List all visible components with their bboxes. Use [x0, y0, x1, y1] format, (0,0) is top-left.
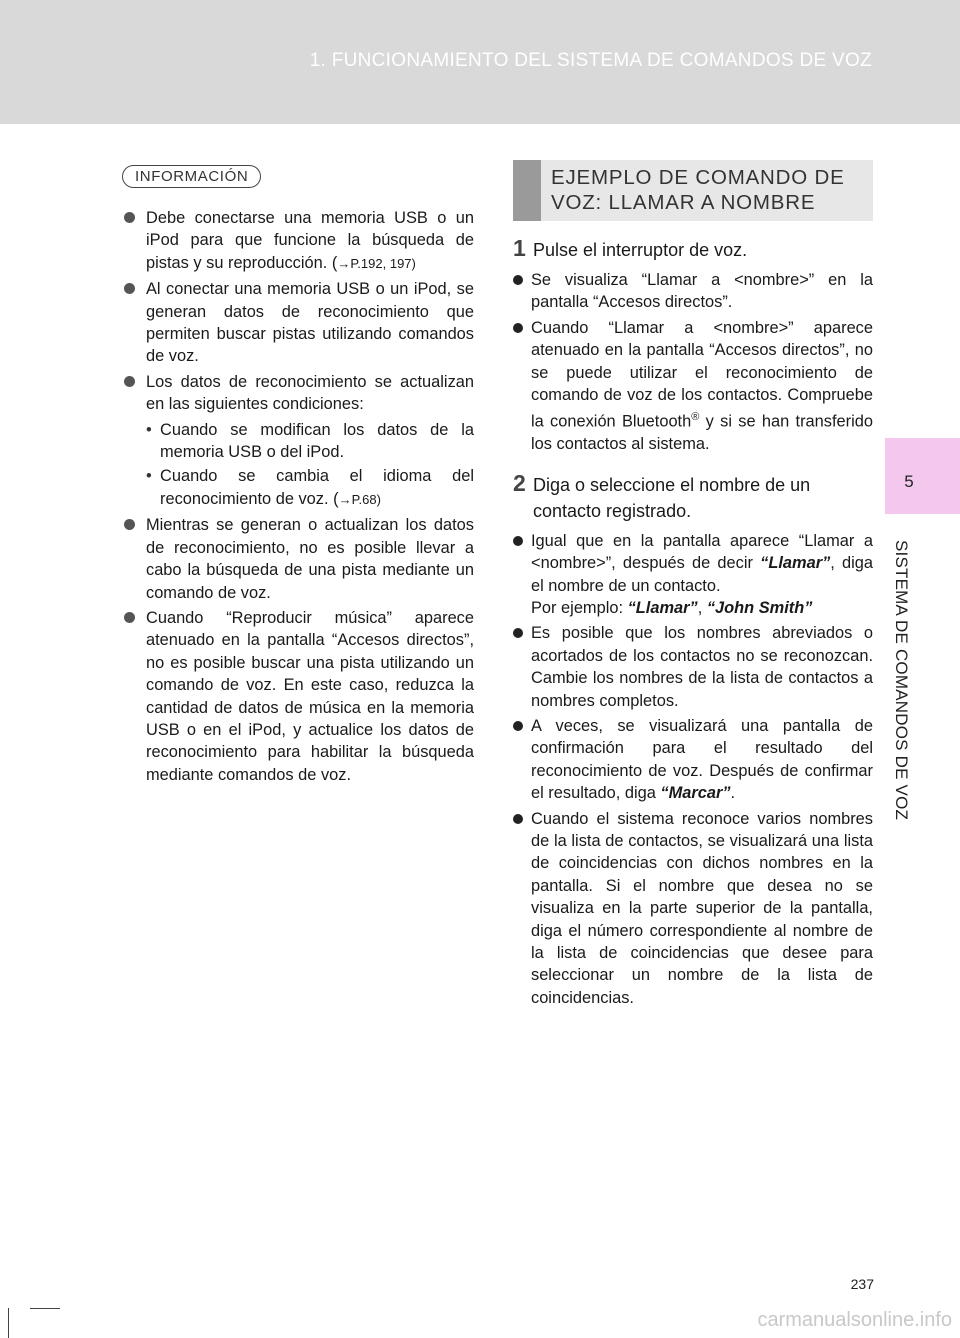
section-title [541, 160, 845, 221]
page-number: 237 [850, 1276, 874, 1292]
info-label: INFORMACIÓN [122, 165, 261, 188]
bullet-icon [513, 628, 523, 638]
page-reference: →P.192, 197) [337, 255, 416, 271]
step-2 [513, 469, 873, 524]
info-text-4: Mientras se generan o actualizan los datos de reconocimiento, no es posible llevar a cabo la búsqueda de una pista mediante un comando de voz. [146, 516, 474, 602]
page-reference: →P.68) [338, 491, 381, 507]
watermark: carmanualsonline.info [757, 1309, 952, 1331]
note-text: Es posible que los nombres abreviados o acortados de los contactos no se reconozcan. Cambie los nombres de la lista de contactos a nombres completos. [531, 624, 873, 710]
bullet-icon [124, 212, 135, 223]
sub-list-item [146, 419, 474, 464]
info-text-2: Al conectar una memoria USB o un iPod, se generan datos de reconocimiento que permiten buscar pistas utilizando comandos de voz. [146, 280, 474, 366]
info-section [122, 165, 474, 786]
header-band [0, 0, 960, 124]
section-title-line-2: VOZ: LLAMAR A NOMBRE [551, 191, 816, 214]
list-item [122, 278, 474, 368]
registered-mark: ® [691, 411, 700, 424]
voice-command: “Llamar” [760, 554, 831, 573]
step-number: 2 [513, 469, 526, 496]
step-1 [513, 237, 873, 263]
note-text: , diga el nombre de un contacto. [531, 554, 873, 595]
note-text: Por ejemplo: [531, 598, 628, 617]
info-text-1: Debe conectarse una memoria USB o un iPod para que funcione la búsqueda de pistas y su reproducción. ( [146, 209, 474, 272]
note-text: . [730, 784, 736, 803]
list-item [513, 317, 873, 456]
voice-command: “John Smith” [706, 598, 813, 617]
chapter-number: 5 [904, 472, 914, 491]
list-item [122, 207, 474, 275]
voice-command: “Marcar” [660, 784, 731, 803]
info-text-5: Cuando “Reproducir música” aparece atenuado en la pantalla “Accesos directos”, no es posible buscar una pista utilizando un comando de voz. En este caso, reduzca la cantidad de datos de música en la memoria USB o en el iPod, y actualice los datos de reconocimiento para habilitar la búsqueda mediante comandos de voz. [146, 608, 474, 784]
step-1-notes [513, 269, 873, 456]
chapter-side-label [873, 540, 929, 900]
bullet-icon [513, 275, 523, 285]
bullet-icon [513, 536, 523, 546]
separator: , [697, 598, 707, 617]
list-item [122, 514, 474, 604]
list-item [513, 269, 873, 314]
heading-bar [513, 160, 541, 221]
note-text: Igual que en la pantalla aparece “Llamar a <nombre>”, después de decir [531, 531, 873, 573]
bullet-icon [513, 323, 523, 333]
voice-command: “Llamar” [627, 598, 698, 617]
section-heading [513, 160, 873, 221]
crop-mark [30, 1308, 60, 1309]
note-text: A veces, se visualizará una pantalla de confirmación para el resultado del reconocimiento de voz. Después de confirmar el resultado, diga [531, 716, 873, 803]
bullet-icon [513, 721, 523, 731]
list-item [513, 530, 873, 620]
bullet-icon [124, 283, 135, 294]
bullet-icon [124, 612, 135, 623]
info-list [122, 207, 474, 786]
sub-item-text: Cuando se modifican los datos de la memoria USB o del iPod. [160, 420, 474, 462]
note-text: y si se han transferido los contactos al sistema. [531, 412, 873, 454]
bullet-icon [124, 519, 135, 530]
bullet-icon [513, 814, 523, 824]
list-item [122, 607, 474, 786]
chapter-tab [885, 438, 960, 514]
section-title-line-1: EJEMPLO DE COMANDO DE [551, 166, 845, 189]
list-item [122, 371, 474, 511]
chapter-title: 1. FUNCIONAMIENTO DEL SISTEMA DE COMANDOS DE VOZ [309, 50, 872, 71]
chapter-side-label-text: SISTEMA DE COMANDOS DE VOZ [892, 540, 911, 821]
sub-item-text: Cuando se cambia el idioma del reconocimiento de voz. ( [160, 467, 474, 508]
note-text: Cuando el sistema reconoce varios nombres de la lista de contactos, se visualizará una lista de coincidencias con dichos nombres en la pantalla. Si el nombre que desea no se visualiza en la parte superior de la pantalla, diga el número correspondiente al nombre de la lista de coincidencias que desee para seleccionar un nombre de la lista de coincidencias. [531, 809, 873, 1007]
step-text: Pulse el interruptor de voz. [533, 240, 748, 260]
step-2-notes [513, 530, 873, 1010]
step-number: 1 [513, 235, 526, 261]
list-item [513, 715, 873, 805]
sub-list [146, 419, 474, 512]
note-text: Se visualiza “Llamar a <nombre>” en la pantalla “Accesos directos”. [531, 271, 873, 312]
note-text: Cuando “Llamar a <nombre>” aparece atenuado en la pantalla “Accesos directos”, no se puede utilizar el reconocimiento de comando de voz de los contactos. Compruebe la conexión Bluetooth [531, 318, 873, 431]
example-section [513, 160, 873, 1009]
list-item [513, 808, 873, 1010]
sub-list-item [146, 465, 474, 511]
crop-mark [8, 1308, 9, 1338]
bullet-icon [124, 376, 135, 387]
info-text-3: Los datos de reconocimiento se actualizan en las siguientes condiciones: [146, 372, 474, 414]
list-item [513, 622, 873, 712]
step-text: Diga o seleccione el nombre de un contacto registrado. [533, 474, 811, 521]
